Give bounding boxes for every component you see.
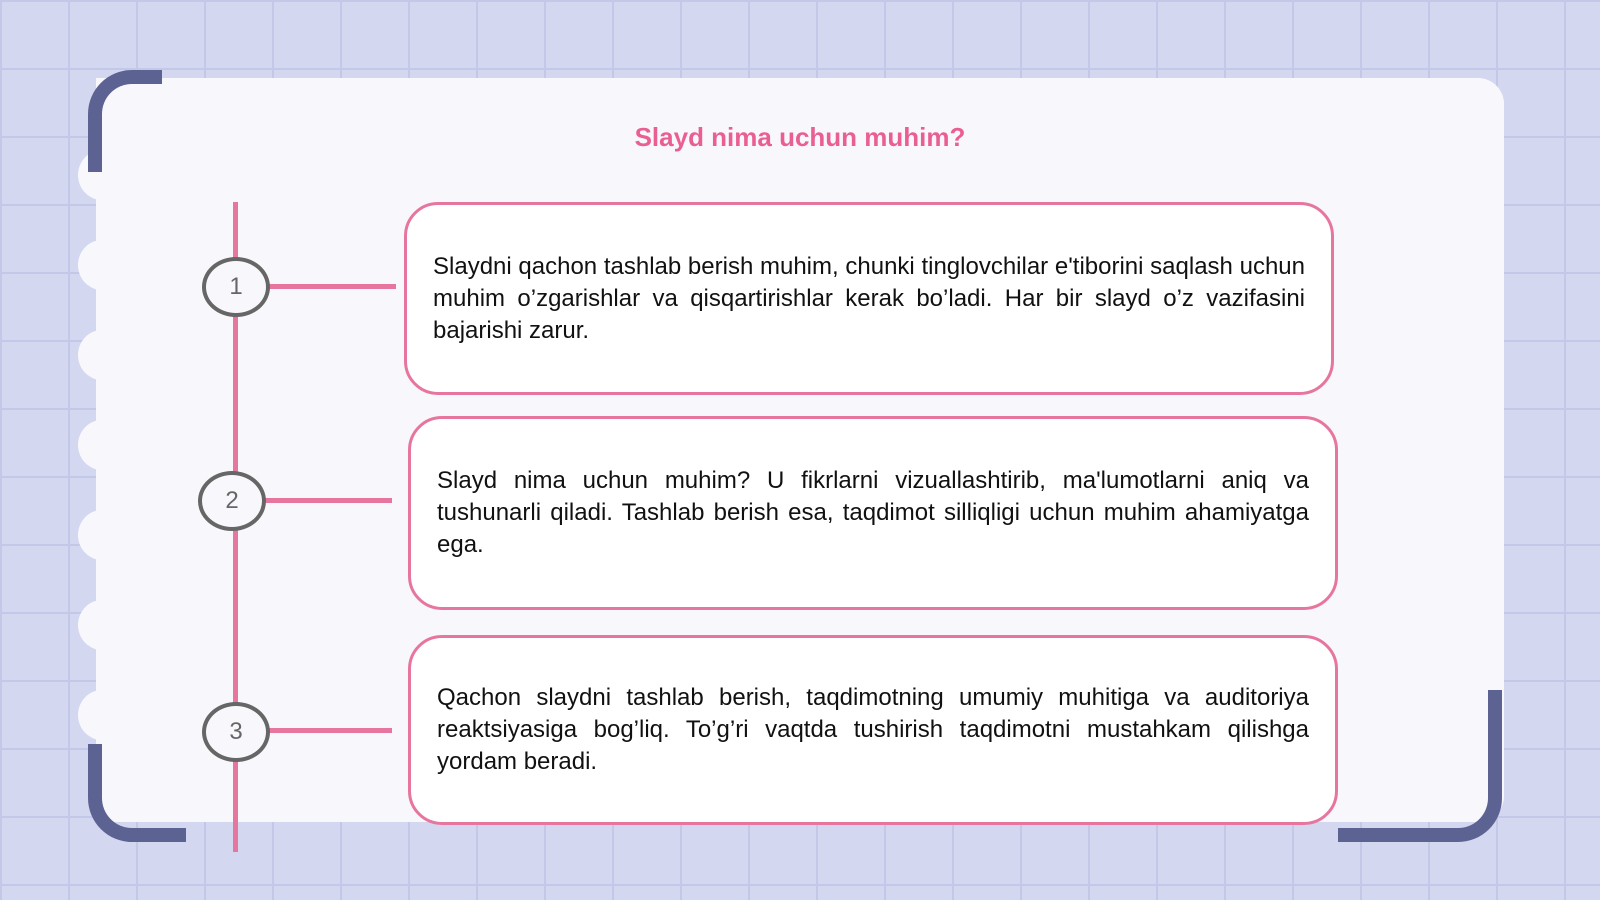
paper-scallop — [78, 420, 126, 470]
card-text-2: Slayd nima uchun muhim? U fikrlarni vizuallashtirib, ma'lumotlarni aniq va tushunarli qiladi. Tashlab berish esa, taqdimot silliqligi uchun muhim ahamiyatga ega. — [437, 467, 1309, 558]
frame-corner-bottom-right — [1338, 690, 1502, 842]
step-number-1: 1 — [202, 257, 270, 317]
paper-scallop — [78, 510, 126, 560]
connector-line-2 — [262, 498, 392, 503]
info-card-1 — [404, 202, 1334, 395]
info-card-3 — [408, 635, 1338, 825]
paper-scallop — [78, 240, 126, 290]
paper-scallop — [78, 600, 126, 650]
step-number-3: 3 — [202, 702, 270, 762]
connector-line-3 — [266, 728, 392, 733]
frame-corner-bottom-left — [88, 744, 186, 842]
paper-scallop — [78, 330, 126, 380]
card-text-3: Qachon slaydni tashlab berish, taqdimotning umumiy muhitiga va auditoriya reaktsiyasiga bog’liq. To’g’ri vaqtda tushirish taqdimotni mustahkam qilishga yordam beradi. — [437, 684, 1309, 775]
card-text-1: Slaydni qachon tashlab berish muhim, chunki tinglovchilar e'tiborini saqlash uchun muhim o’zgarishlar va qisqartirishlar kerak bo’ladi. Har bir slayd o’z vazifasini bajarishi zarur. — [433, 252, 1305, 344]
paper-scallop — [78, 690, 126, 740]
info-card-2 — [408, 416, 1338, 610]
frame-corner-top-left — [88, 70, 162, 172]
connector-line-1 — [266, 284, 396, 289]
step-number-2: 2 — [198, 471, 266, 531]
slide-title: Slayd nima uchun muhim? — [634, 122, 966, 152]
